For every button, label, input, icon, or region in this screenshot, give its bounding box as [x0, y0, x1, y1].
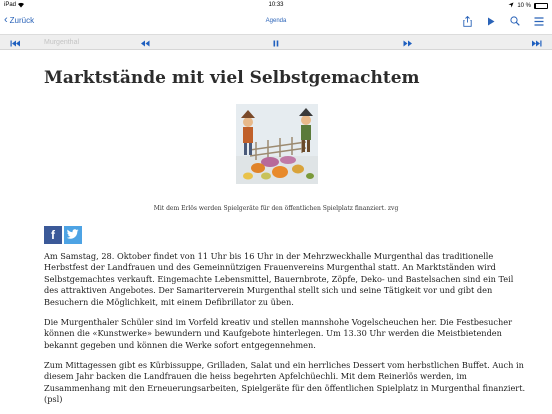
carrier-label: iPad — [4, 2, 17, 8]
skip-to-end-icon[interactable] — [530, 37, 544, 49]
pause-icon[interactable] — [269, 37, 283, 49]
clock: 10:33 — [268, 2, 284, 8]
article-photo — [236, 104, 318, 184]
status-right — [508, 2, 548, 10]
twitter-share-button[interactable] — [64, 226, 82, 244]
twitter-bird-icon — [67, 228, 79, 242]
article-paragraph: Die Murgenthaler Schüler sind im Vorfeld kreativ und stellen mannshohe Vogelscheuchen her. Die Festbesucher können die «Kunstwerke» bewundern und Kaufgebote hinterlegen. Um 13.30 Uhr werden die Meistbietenden bekannt gegeben und können die Werke sofort entgegennehmen. — [44, 317, 512, 350]
article-title: Marktstände mit viel Selbstgemachtem — [44, 68, 420, 88]
chevron-left-icon: ‹ — [4, 14, 8, 26]
battery-percent: 10 % — [517, 3, 531, 9]
fast-forward-icon[interactable] — [401, 37, 415, 49]
article-paragraph: Zum Mittagessen gibt es Kürbissuppe, Grilladen, Salat und ein herrliches Dessert vom herbstlichen Buffet. Auch in diesem Jahr backen die Landfrauen die heiss begehrten Apfelchüechli. Mit dem Reinerlös werden, im Zusammenhang mit den Erneuerungsarbeiten, Spielgeräte für den öffentlichen Spielplatz in Murgenthal finanziert. (psl) — [44, 360, 526, 405]
social-share — [44, 226, 82, 244]
share-icon[interactable] — [460, 14, 474, 28]
status-bar — [0, 0, 552, 10]
image-caption: Mit dem Erlös werden Spielgeräte für den öffentlichen Spielplatz finanziert. zvg — [153, 205, 399, 212]
battery-icon — [534, 3, 548, 9]
nav-title: Agenda — [265, 18, 287, 24]
rewind-icon[interactable] — [138, 37, 152, 49]
nav-tools — [460, 14, 546, 28]
facebook-icon: f — [51, 228, 55, 242]
audio-control-bar — [0, 34, 552, 50]
location-icon — [508, 2, 514, 10]
menu-icon[interactable] — [532, 14, 546, 28]
ghost-section-label: Murgenthal — [44, 39, 80, 46]
article-paragraph: Am Samstag, 28. Oktober findet von 11 Uhr bis 16 Uhr in der Mehrzweckhalle Murgenthal das traditionelle Herbstfest der Landfrauen und des Gemeinnützigen Frauenvereins Murgenthal statt. An Marktständen wird Selbstgemachtes verkauft. Eingemachte Lebensmittel, Bauernbrote, Zöpfe, Deko- und Bastelsachen sind ein Teil des attraktiven Angebotes. Der Samariterverein Murgenthal stellt sich und seine Tätigkeit vor und gibt den Besuchern die Möglichkeit, mit einem Defibrillator zu üben. — [44, 251, 514, 307]
facebook-share-button[interactable] — [44, 226, 62, 244]
search-icon[interactable] — [508, 14, 522, 28]
back-label: Zurück — [9, 15, 35, 25]
play-icon[interactable] — [484, 14, 498, 28]
skip-to-start-icon[interactable] — [8, 37, 22, 49]
navigation-bar — [0, 10, 552, 34]
